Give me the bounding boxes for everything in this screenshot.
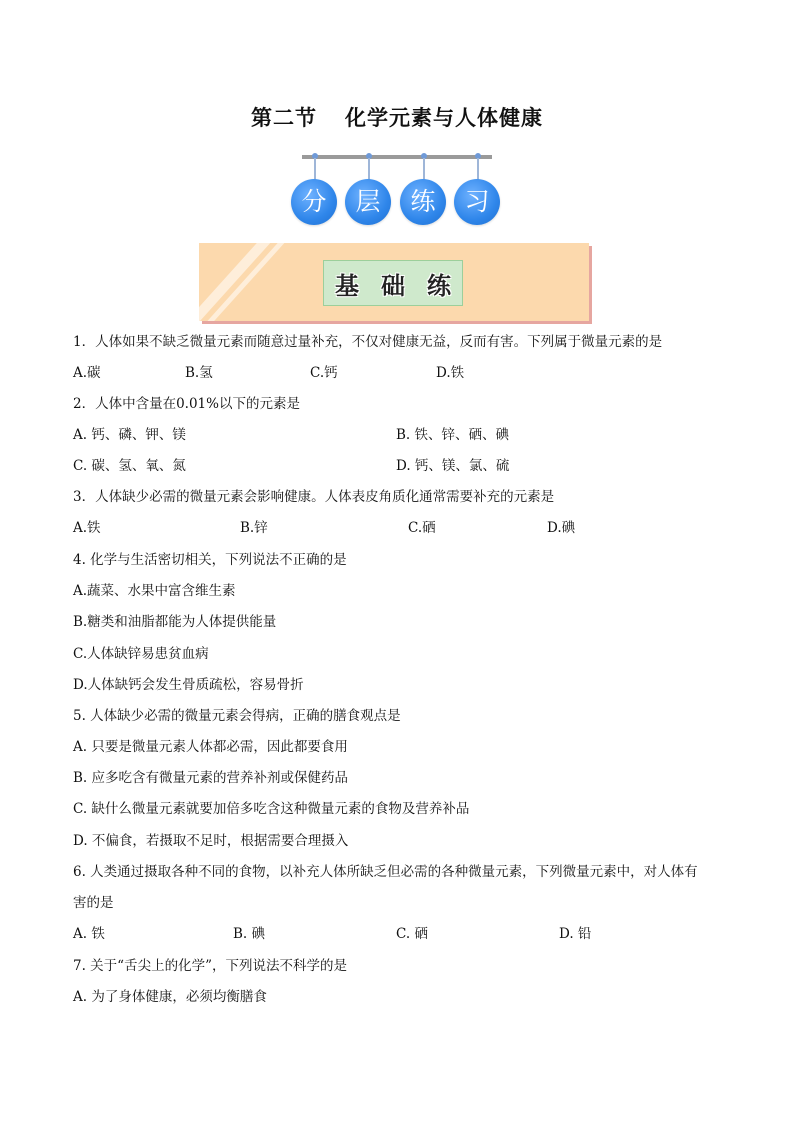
q5-option-d: D. 不偏食，若摄取不足时，根据需要合理摄入: [73, 833, 349, 849]
q1-option-a: A.碳: [73, 365, 101, 381]
q3-option-d: D.碘: [547, 520, 576, 536]
section-label: [323, 260, 463, 306]
question-2-stem: 2．人体中含量在0.01%以下的元素是: [73, 396, 300, 412]
banner-bubble: 层: [345, 179, 391, 225]
banner-bubble: 习: [454, 179, 500, 225]
q3-option-b: B.锌: [240, 520, 268, 536]
question-1-stem: 1．人体如果不缺乏微量元素而随意过量补充，不仅对健康无益，反而有害。下列属于微量元素的是: [73, 334, 663, 350]
q2-option-b: B. 铁、锌、硒、碘: [396, 427, 510, 443]
banner-bubble: 练: [400, 179, 446, 225]
q4-option-c: C.人体缺锌易患贫血病: [73, 646, 209, 662]
banner-bubble: 分: [291, 179, 337, 225]
section-title: 化学元素与人体健康: [345, 106, 543, 130]
q6-option-b: B. 碘: [233, 926, 266, 942]
question-6-stem: 6. 人类通过摄取各种不同的食物，以补充人体所缺乏但必需的各种微量元素，下列微量元素中，对人体有: [73, 864, 698, 880]
q1-option-d: D.铁: [436, 365, 465, 381]
practice-banner: [290, 150, 504, 230]
q4-option-b: B.糖类和油脂都能为人体提供能量: [73, 614, 277, 630]
q2-option-d: D. 钙、镁、氯、硫: [396, 458, 510, 474]
question-7-stem: 7. 关于“舌尖上的化学”，下列说法不科学的是: [73, 958, 347, 974]
section-char: 练: [427, 271, 451, 300]
q1-option-b: B.氢: [185, 365, 213, 381]
question-6-stem-continued: 害的是: [73, 895, 114, 911]
banner-rod: [302, 155, 492, 159]
q5-option-b: B. 应多吃含有微量元素的营养补剂或保健药品: [73, 770, 349, 786]
question-3-stem: 3．人体缺少必需的微量元素会影响健康。人体表皮角质化通常需要补充的元素是: [73, 489, 555, 505]
section-char: 础: [381, 271, 405, 300]
q2-option-a: A. 钙、磷、钾、镁: [73, 427, 186, 443]
q3-option-c: C.硒: [408, 520, 436, 536]
q6-option-c: C. 硒: [396, 926, 428, 942]
q4-option-d: D.人体缺钙会发生骨质疏松，容易骨折: [73, 677, 304, 693]
question-5-stem: 5. 人体缺少必需的微量元素会得病，正确的膳食观点是: [73, 708, 401, 724]
section-header: [199, 243, 589, 321]
q6-option-d: D. 铅: [559, 926, 592, 942]
q6-option-a: A. 铁: [73, 926, 105, 942]
q5-option-a: A. 只要是微量元素人体都必需，因此都要食用: [73, 739, 348, 755]
section-number: 第二节: [251, 106, 317, 130]
section-char: 基: [335, 271, 359, 300]
q3-option-a: A.铁: [73, 520, 101, 536]
q7-option-a: A. 为了身体健康，必须均衡膳食: [73, 989, 267, 1005]
q1-option-c: C.钙: [310, 365, 338, 381]
q2-option-c: C. 碳、氢、氧、氮: [73, 458, 186, 474]
page-title: [0, 102, 794, 132]
question-4-stem: 4. 化学与生活密切相关，下列说法不正确的是: [73, 552, 347, 568]
q5-option-c: C. 缺什么微量元素就要加倍多吃含这种微量元素的食物及营养补品: [73, 801, 470, 817]
q4-option-a: A.蔬菜、水果中富含维生素: [73, 583, 236, 599]
